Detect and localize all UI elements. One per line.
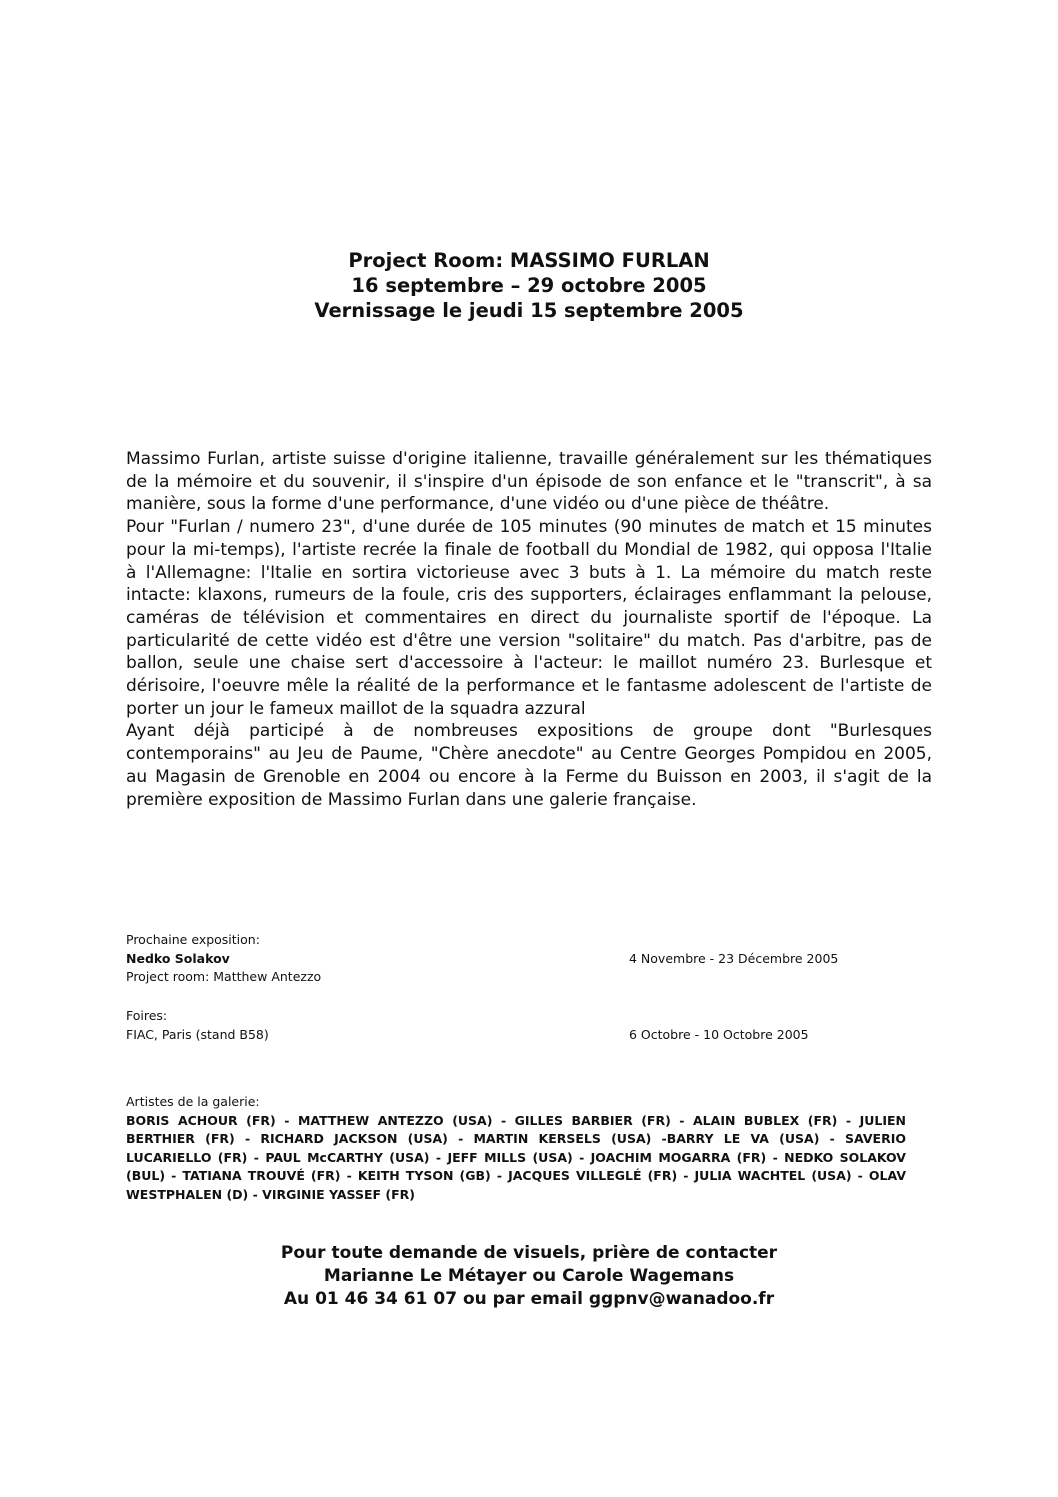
contact-line-3: Au 01 46 34 61 07 ou par email ggpnv@wanadoo.fr — [283, 1289, 775, 1309]
artists-heading: Artistes de la galerie: — [126, 1094, 260, 1109]
next-exhibition-section — [126, 931, 886, 987]
fairs-section — [126, 1007, 886, 1044]
header-dates: 16 septembre – 29 octobre 2005 — [351, 274, 707, 297]
contact-line-1: Pour toute demande de visuels, prière de contacter — [280, 1243, 778, 1263]
body-paragraph-3: Ayant déjà participé à de nombreuses expositions de groupe dont "Burlesques contemporains" au Jeu de Paume, "Chère anecdote" au Centre Georges Pompidou en 2005, au Magasin de Grenoble en 2004 ou encore à la Ferme du Buisson en 2003, il s'agit de la première exposition de Massimo Furlan dans une galerie française. — [126, 721, 932, 810]
press-release-body — [126, 448, 932, 811]
next-exhibition-project-room: Project room: Matthew Antezzo — [126, 969, 322, 984]
header-title: Project Room: MASSIMO FURLAN — [348, 249, 710, 272]
document-header — [0, 248, 1058, 323]
next-exhibition-dates: 4 Novembre - 23 Décembre 2005 — [629, 950, 839, 966]
next-exhibition-artist: Nedko Solakov — [126, 950, 230, 966]
contact-line-2: Marianne Le Métayer ou Carole Wagemans — [323, 1266, 735, 1286]
gallery-artists-section — [126, 1093, 906, 1204]
header-opening: Vernissage le jeudi 15 septembre 2005 — [314, 299, 744, 322]
fair-name: FIAC, Paris (stand B58) — [126, 1026, 269, 1042]
next-exhibition-heading: Prochaine exposition: — [126, 932, 260, 947]
body-paragraph-2: Pour "Furlan / numero 23", d'une durée de 105 minutes (90 minutes de match et 15 minutes pour la mi-temps), l'artiste recrée la finale de football du Mondial de 1982, qui opposa l'Italie à l'Allemagne: l'Italie en sortira victorieuse avec 3 buts à 1. La mémoire du match reste intacte: klaxons, rumeurs de la foule, cris des supporters, éclairages enflammant la pelouse, caméras de télévision et commentaires en direct du journaliste sportif de l'époque. La particularité de cette vidéo est d'être une version "solitaire" du match. Pas d'arbitre, pas de ballon, seule une chaise sert d'accessoire à l'acteur: le maillot numéro 23. Burlesque et dérisoire, l'oeuvre mêle la réalité de la performance et le fantasme adolescent de l'artiste de porter un jour le fameux maillot de la squadra azzural — [126, 517, 932, 719]
fair-dates: 6 Octobre - 10 Octobre 2005 — [629, 1026, 809, 1042]
contact-section — [0, 1242, 1058, 1311]
artists-list: BORIS ACHOUR (FR) - MATTHEW ANTEZZO (USA) - GILLES BARBIER (FR) - ALAIN BUBLEX (FR) - JULIEN BERTHIER (FR) - RICHARD JACKSON (USA) - MARTIN KERSELS (USA) -BARRY LE VA (USA) - SAVERIO LUCARIELLO (FR) - PAUL McCARTHY (USA) - JEFF MILLS (USA) - JOACHIM MOGARRA (FR) - NEDKO SOLAKOV (BUL) - TATIANA TROUVÉ (FR) - KEITH TYSON (GB) - JACQUES VILLEGLÉ (FR) - JULIA WACHTEL (USA) - OLAV WESTPHALEN (D) - VIRGINIE YASSEF (FR) — [126, 1112, 906, 1202]
body-paragraph-1: Massimo Furlan, artiste suisse d'origine italienne, travaille généralement sur les thématiques de la mémoire et du souvenir, il s'inspire d'un épisode de son enfance et le "transcrit", à sa manière, sous la forme d'une performance, d'une vidéo ou d'une pièce de théâtre. — [126, 449, 932, 515]
fairs-heading: Foires: — [126, 1008, 168, 1023]
